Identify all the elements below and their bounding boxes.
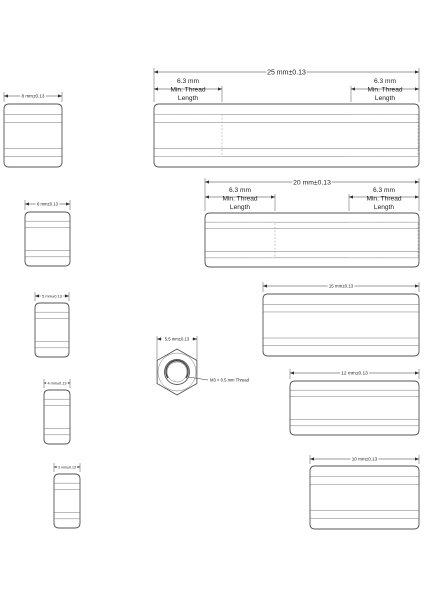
thread-length-label: 6.3 mm [229, 187, 251, 194]
thread-length-label: Length [374, 94, 396, 102]
thread-length-label: Min. Thread [367, 86, 403, 94]
thread-length-label: Min. Thread [222, 195, 258, 203]
standoff-outline [290, 381, 419, 435]
end-view-width-label: 5.5 mm±0.13 [164, 336, 190, 342]
thread-arc [166, 361, 188, 378]
thread-minor-circle [167, 362, 187, 382]
dimension-arrowhead [415, 195, 419, 198]
dimension-arrowhead [25, 202, 29, 205]
standoff-s20 [205, 178, 419, 267]
standoff-s12 [290, 369, 419, 435]
standoff-outline [310, 466, 419, 529]
dimension-arrowhead [415, 87, 419, 90]
standoff-outline [44, 390, 70, 444]
thread-length-label: Length [229, 203, 251, 211]
dimension-label: 3 mm±0.13 [58, 465, 76, 470]
standoff-s5 [35, 292, 69, 357]
dimension-arrowhead [263, 284, 267, 287]
dimension-label: 25 mm±0.13 [267, 69, 306, 77]
dimension-label: 6 mm±0.13 [37, 201, 58, 207]
dimension-label: 15 mm±0.13 [328, 283, 354, 289]
thread-length-label: 6.3 mm [373, 187, 395, 194]
thread-length-label: Min. Thread [170, 86, 206, 94]
dimension-arrowhead [58, 94, 62, 97]
standoff-s8 [4, 92, 62, 167]
dimension-label: 20 mm±0.13 [293, 179, 331, 187]
dimension-arrowhead [205, 180, 209, 183]
standoff-outline [4, 104, 62, 167]
dimension-arrowhead [35, 294, 39, 297]
dimension-arrowhead [415, 457, 419, 460]
standoff-outline [154, 104, 419, 167]
dimension-label: 12 mm±0.13 [341, 371, 368, 377]
dimension-arrowhead [157, 337, 161, 340]
standoff-outline [35, 303, 69, 357]
dimension-label: 4 mm±0.13 [47, 381, 67, 386]
standoff-s25 [154, 68, 419, 167]
dimension-arrowhead [154, 70, 158, 73]
thread-bore-hidden-line [155, 115, 222, 157]
thread-length-label: Length [177, 94, 199, 102]
dimension-arrowhead [154, 87, 158, 90]
dimension-label: 10 mm±0.13 [351, 456, 378, 462]
thread-length-label: Min. Thread [366, 195, 402, 203]
standoff-outline [54, 474, 80, 528]
standoff-outline [25, 212, 70, 266]
dimension-arrowhead [415, 284, 419, 287]
thread-length-label: Length [373, 203, 395, 211]
thread-bore-hidden-line [351, 115, 418, 157]
standoff-s15 [263, 282, 419, 356]
standoff-outline [263, 294, 419, 356]
thread-note-label: M3 × 0.5 mm Thread [210, 377, 249, 383]
thread-bore-hidden-line [349, 222, 418, 258]
standoff-s6 [25, 200, 70, 266]
dimension-arrowhead [205, 195, 209, 198]
dimension-arrowhead [193, 337, 197, 340]
standoff-s3 [54, 463, 80, 528]
dimension-arrowhead [349, 195, 353, 198]
dimension-arrowhead [351, 87, 355, 90]
thread-major-circle [165, 360, 190, 385]
dimension-arrowhead [66, 202, 70, 205]
dimension-arrowhead [4, 94, 8, 97]
dimension-label: 8 mm±0.13 [21, 93, 45, 99]
standoff-outline [205, 213, 419, 267]
hex-outline [157, 349, 197, 395]
dimension-arrowhead [271, 195, 275, 198]
dimension-arrowhead [290, 371, 294, 374]
standoff-end-view [157, 336, 250, 395]
standoff-s10 [310, 455, 419, 529]
dimension-arrowhead [310, 457, 314, 460]
dimension-arrowhead [415, 371, 419, 374]
chamfer-circle [158, 353, 196, 391]
thread-leader-line [188, 377, 208, 380]
standoff-s4 [44, 379, 70, 444]
thread-bore-hidden-line [206, 222, 275, 258]
dimension-arrowhead [65, 294, 69, 297]
dimension-label: 5 mm±0.13 [42, 293, 62, 299]
thread-length-label: 6.3 mm [177, 78, 199, 85]
thread-length-label: 6.3 mm [374, 78, 396, 85]
dimension-arrowhead [415, 180, 419, 183]
dimension-arrowhead [415, 70, 419, 73]
dimension-arrowhead [218, 87, 222, 90]
